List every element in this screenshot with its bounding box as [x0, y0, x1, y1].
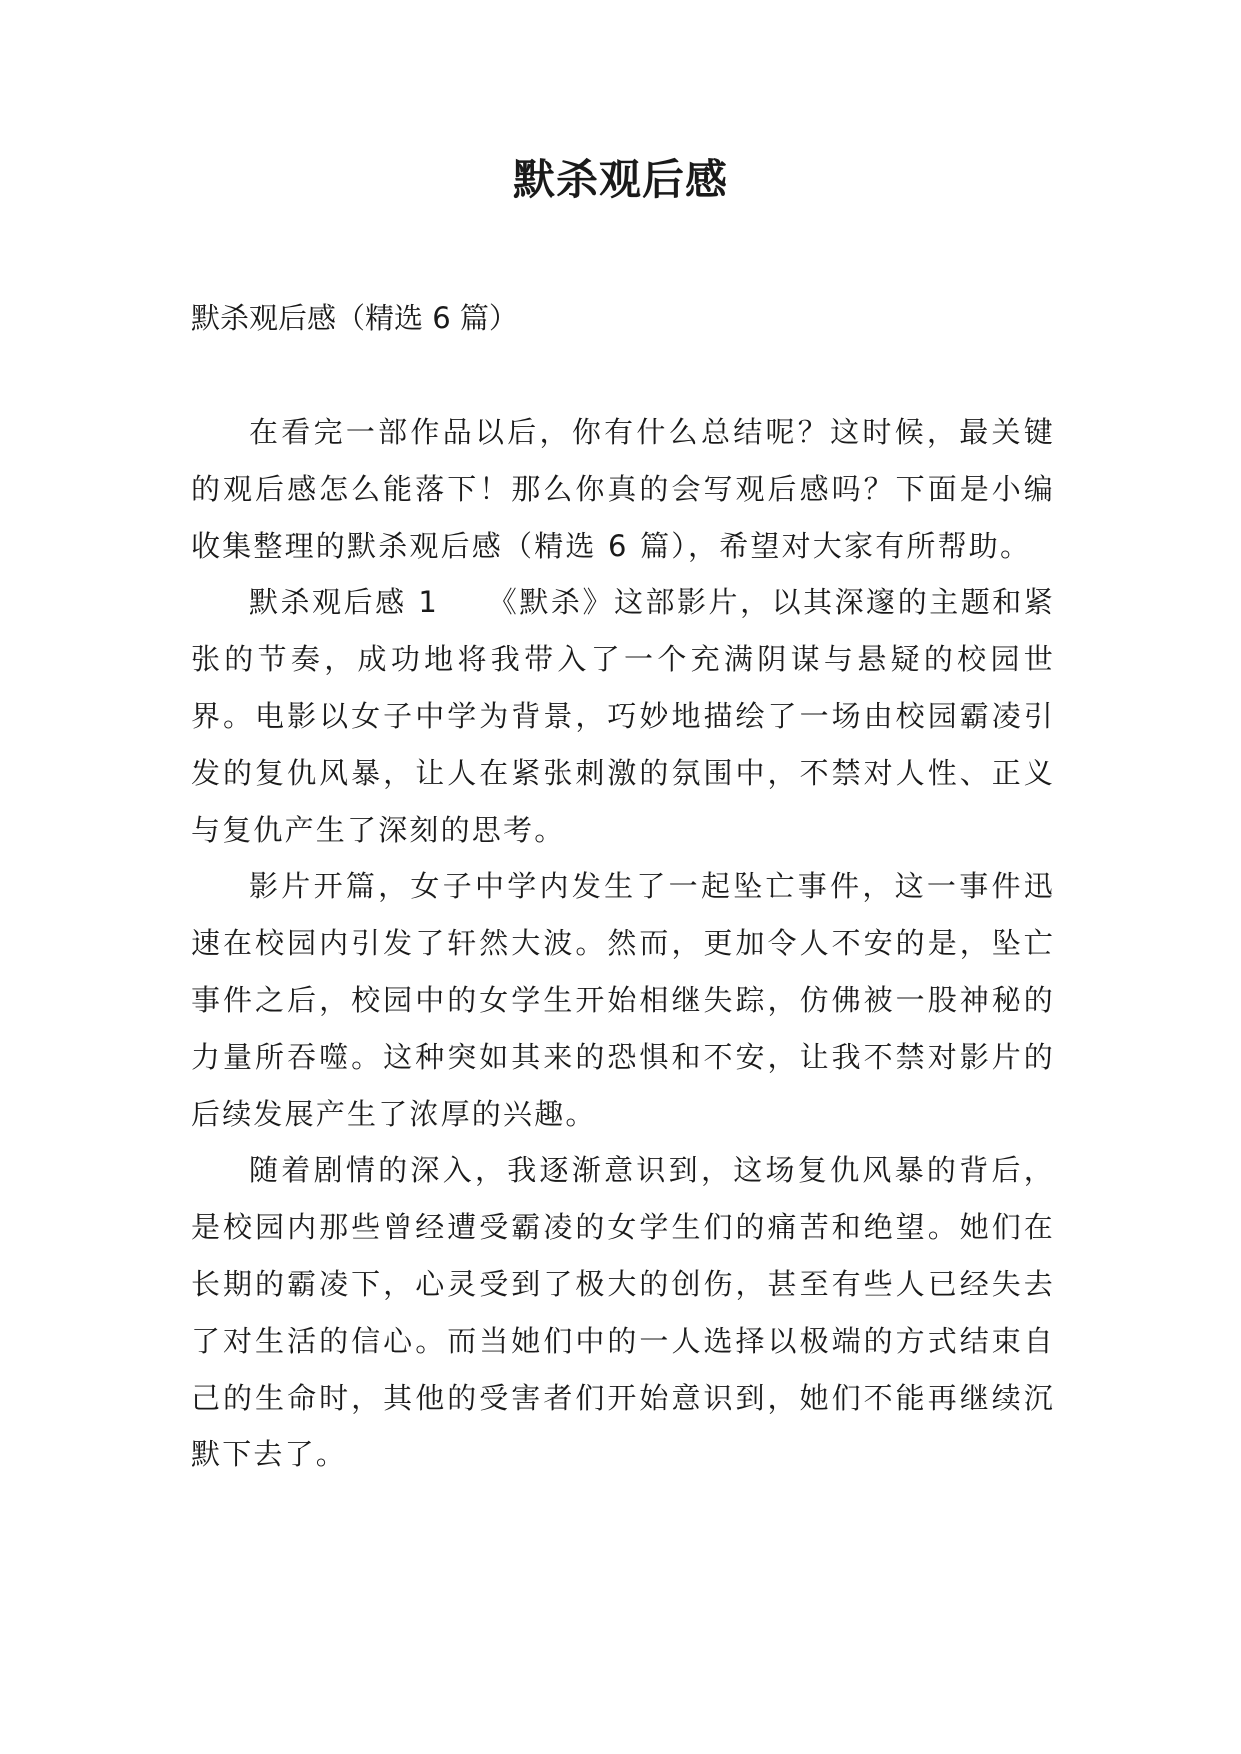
document-title: 默杀观后感 [512, 155, 728, 204]
document-subtitle: 默杀观后感（精选 6 篇） [191, 301, 518, 335]
body-paragraph: 影片开篇，女子中学内发生了一起坠亡事件，这一事件迅速在校园内引发了轩然大波。然而，更加令人不安的是，坠亡事件之后，校园中的女学生开始相继失踪，仿佛被一股神秘的力量所吞噬。这种突如其来的恐惧和不安，让我不禁对影片的后续发展产生了浓厚的兴趣。 [191, 869, 1055, 1131]
body-paragraph: 在看完一部作品以后，你有什么总结呢？这时候，最关键的观后感怎么能落下！那么你真的会写观后感吗？下面是小编收集整理的默杀观后感（精选 6 篇），希望对大家有所帮助。 [191, 415, 1055, 563]
body-paragraph: 随着剧情的深入，我逐渐意识到，这场复仇风暴的背后，是校园内那些曾经遭受霸凌的女学生们的痛苦和绝望。她们在长期的霸凌下，心灵受到了极大的创伤，甚至有些人已经失去了对生活的信心。而当她们中的一人选择以极端的方式结束自己的生命时，其他的受害者们开始意识到，她们不能再继续沉默下去了。 [191, 1153, 1055, 1472]
body-paragraph: 默杀观后感 1 《默杀》这部影片，以其深邃的主题和紧张的节奏，成功地将我带入了一个充满阴谋与悬疑的校园世界。电影以女子中学为背景，巧妙地描绘了一场由校园霸凌引发的复仇风暴，让人在紧张刺激的氛围中，不禁对人性、正义与复仇产生了深刻的思考。 [191, 585, 1055, 847]
document-body [191, 404, 1055, 1483]
